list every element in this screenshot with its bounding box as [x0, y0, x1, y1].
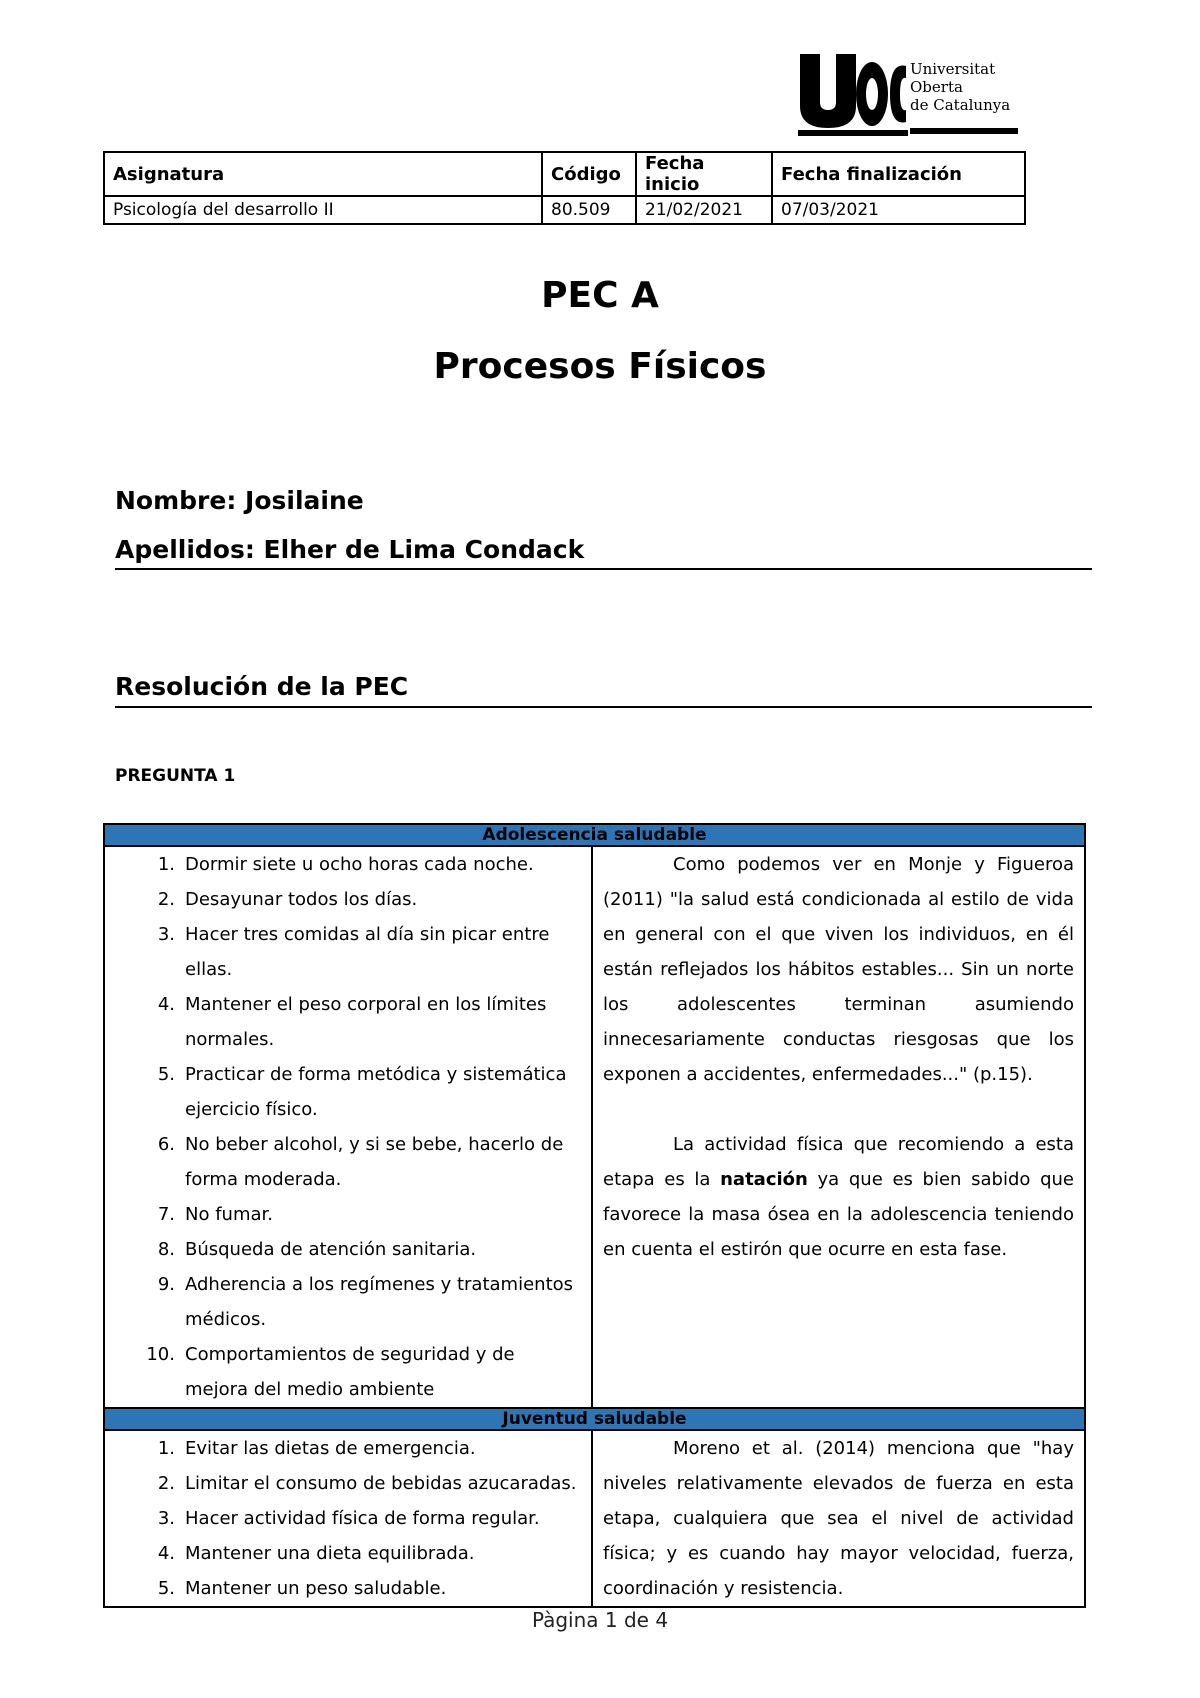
list-item-text: Búsqueda de atención sanitaria.	[185, 1239, 477, 1260]
list-item-text: Hacer tres comidas al día sin picar entre ellas.	[185, 924, 550, 980]
list-item-text: Practicar de forma metódica y sistemática ejercicio físico.	[185, 1064, 567, 1120]
list-item-text: Hacer actividad física de forma regular.	[185, 1508, 540, 1529]
section-underline	[115, 706, 1092, 708]
juventud-heading: Juventud saludable	[105, 1407, 1084, 1431]
section-heading: Resolución de la PEC	[115, 672, 409, 701]
juventud-paragraph-1: Moreno et al. (2014) menciona que "hay niveles relativamente elevados de fuerza en esta etapa, cualquiera que sea el nivel de actividad física; y es cuando hay mayor velocidad, fuerza, coordinación y resistencia.	[603, 1438, 1074, 1599]
value-asignatura: Psicología del desarrollo II	[104, 196, 542, 224]
list-item-number: 4.	[157, 1543, 175, 1564]
list-item-number: 10.	[146, 1344, 175, 1365]
list-item-number: 2.	[157, 889, 175, 910]
list-item-text: Comportamientos de seguridad y de mejora del medio ambiente	[185, 1344, 515, 1400]
document-title: PEC A	[541, 275, 659, 316]
list-item-text: No fumar.	[185, 1204, 273, 1225]
apellidos-underline	[115, 568, 1092, 570]
list-item	[105, 882, 591, 917]
list-item	[105, 1501, 591, 1536]
adolescencia-paragraph-1: Como podemos ver en Monje y Figueroa (2011) "la salud está condicionada al estilo de vida en general con el que viven los individuos, en él están reflejados los hábitos estables... Sin un norte los adolescentes terminan asumiendo innecesariamente conductas riesgosas que los exponen a accidentes, enfermedades..." (p.15).	[603, 854, 1074, 1085]
list-item	[105, 1337, 591, 1407]
list-item-text: Mantener el peso corporal en los límites normales.	[185, 994, 547, 1050]
list-item-number: 3.	[157, 1508, 175, 1529]
list-item-number: 8.	[157, 1239, 175, 1260]
list-item	[105, 1267, 591, 1337]
apellidos-field: Apellidos: Elher de Lima Condack	[115, 535, 585, 564]
page-footer: Pàgina 1 de 4	[531, 1608, 669, 1632]
list-item	[105, 1536, 591, 1571]
para2-after: ya que es bien sabido que favorece la masa ósea en la adolescencia teniendo en cuenta el estirón que ocurre en esta fase.	[603, 1169, 1074, 1260]
logo-line-2: Oberta	[910, 78, 963, 96]
list-item	[105, 1466, 591, 1501]
header-fecha-finalizacion: Fecha finalización	[772, 152, 1025, 196]
list-item-text: Desayunar todos los días.	[185, 889, 418, 910]
list-item-number: 6.	[157, 1134, 175, 1155]
adolescencia-paragraph-2	[603, 1127, 1074, 1267]
logo-underline	[910, 128, 1018, 134]
list-item-number: 1.	[157, 854, 175, 875]
adolescencia-columns	[105, 847, 1084, 1407]
list-item	[105, 1232, 591, 1267]
value-codigo: 80.509	[542, 196, 636, 224]
list-item-number: 7.	[157, 1204, 175, 1225]
list-item	[105, 1197, 591, 1232]
list-item	[105, 847, 591, 882]
list-item-text: Dormir siete u ocho horas cada noche.	[185, 854, 534, 875]
list-item	[105, 987, 591, 1057]
list-item-number: 5.	[157, 1578, 175, 1599]
document-subtitle: Procesos Físicos	[433, 346, 767, 387]
juventud-list	[105, 1431, 591, 1606]
logo-line-3: de Catalunya	[910, 96, 1011, 114]
course-info-header-row	[104, 152, 1025, 196]
list-item	[105, 1571, 591, 1606]
header-codigo: Código	[542, 152, 636, 196]
header-fecha-inicio: Fecha inicio	[636, 152, 772, 196]
list-item-number: 1.	[157, 1438, 175, 1459]
list-item-text: Evitar las dietas de emergencia.	[185, 1438, 476, 1459]
list-item	[105, 1127, 591, 1197]
adolescencia-table	[103, 823, 1086, 1608]
logo-line-1: Universitat	[910, 60, 996, 78]
course-info-table	[103, 151, 1026, 225]
list-item-number: 5.	[157, 1064, 175, 1085]
course-info-value-row	[104, 196, 1025, 224]
list-item	[105, 1431, 591, 1466]
list-item-text: No beber alcohol, y si se bebe, hacerlo de forma moderada.	[185, 1134, 564, 1190]
juventud-list-column	[105, 1431, 593, 1606]
para2-highlight: natación	[720, 1169, 808, 1190]
list-item-number: 2.	[157, 1473, 175, 1494]
juventud-columns	[105, 1431, 1084, 1606]
nombre-field: Nombre: Josilaine	[115, 486, 364, 515]
question-label: PREGUNTA 1	[115, 766, 236, 786]
juventud-text-column	[593, 1431, 1084, 1606]
uoc-logo-text	[910, 60, 1010, 114]
adolescencia-list-column	[105, 847, 593, 1407]
list-item	[105, 1057, 591, 1127]
list-item-text: Mantener un peso saludable.	[185, 1578, 447, 1599]
list-item-text: Limitar el consumo de bebidas azucaradas.	[185, 1473, 577, 1494]
list-item-number: 3.	[157, 924, 175, 945]
uoc-logo-mark	[798, 52, 908, 136]
list-item-number: 4.	[157, 994, 175, 1015]
list-item	[105, 917, 591, 987]
value-fecha-finalizacion: 07/03/2021	[772, 196, 1025, 224]
value-fecha-inicio: 21/02/2021	[636, 196, 772, 224]
list-item-text: Mantener una dieta equilibrada.	[185, 1543, 475, 1564]
list-item-number: 9.	[157, 1274, 175, 1295]
uoc-logo	[798, 52, 1020, 136]
adolescencia-text-column	[593, 847, 1084, 1407]
adolescencia-heading: Adolescencia saludable	[105, 825, 1084, 847]
list-item-text: Adherencia a los regímenes y tratamientos médicos.	[185, 1274, 574, 1330]
adolescencia-list	[105, 847, 591, 1407]
header-asignatura: Asignatura	[104, 152, 542, 196]
para2-before: La actividad física que recomiendo a esta etapa es la	[603, 1134, 1074, 1190]
